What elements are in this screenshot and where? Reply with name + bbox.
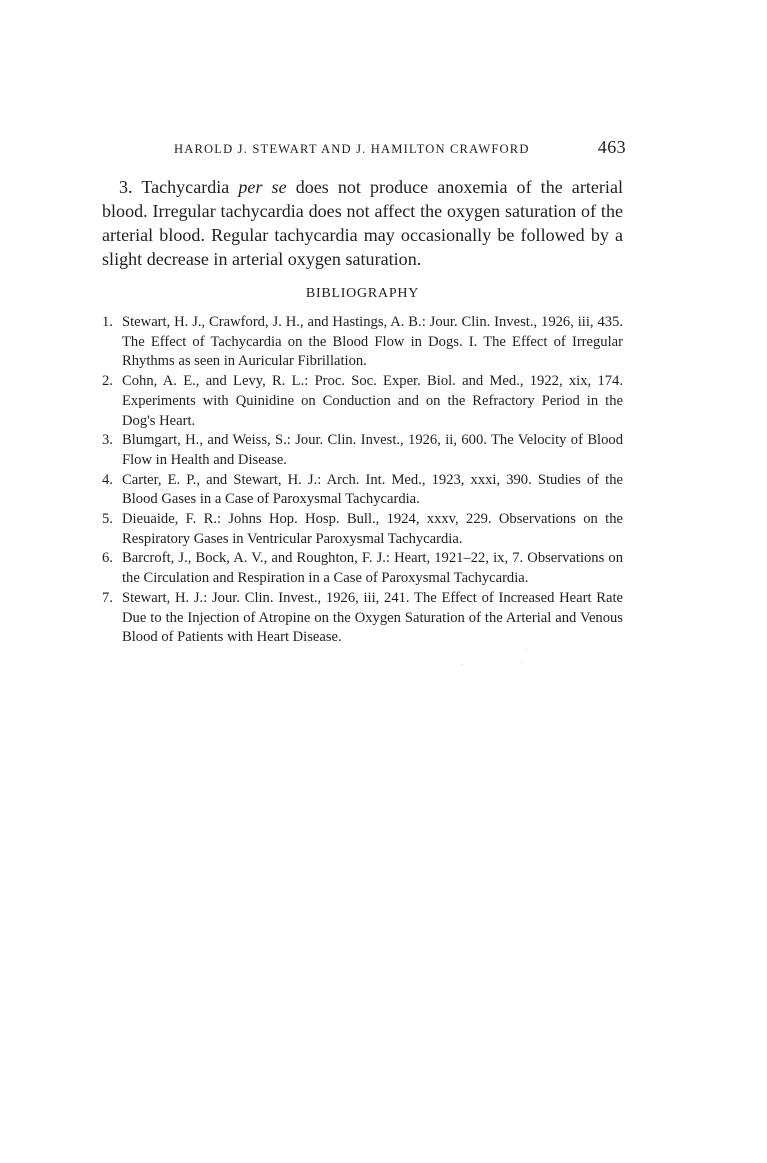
bibliography-entry-number: 2. [102,373,113,390]
running-header [102,137,626,161]
running-head-authors: HAROLD J. STEWART AND J. HAMILTON CRAWFORD [174,142,530,156]
bibliography-entry-number: 6. [102,550,113,567]
scan-speck [521,662,522,663]
scan-speck [461,664,462,665]
bibliography-entry [102,372,623,431]
bibliography-entry [102,589,623,648]
bibliography-entry-number: 4. [102,471,113,488]
conclusion-paragraph [102,176,623,272]
conclusion-lead: Tachycardia [141,177,230,197]
bibliography-entry-text: Stewart, H. J.: Jour. Clin. Invest., 1926, iii, 241. The Effect of Increased Heart Rate Due to the Injection of Atropine on the Oxygen Saturation of the Arterial and Venous Blood of Patients with Heart Disease. [122,589,623,646]
bibliography-entry-number: 5. [102,511,113,528]
page-number: 463 [597,137,626,157]
bibliography-entry-number: 1. [102,314,113,330]
bibliography-entry [102,313,623,372]
conclusion-emphasis: per se [238,177,287,197]
bibliography-entry [102,471,623,510]
bibliography-entry-text: Barcroft, J., Bock, A. V., and Roughton, F. J.: Heart, 1921–22, ix, 7. Observations on the Circulation and Respiration in a Case of Paroxysmal Tachycardia. [122,550,623,587]
bibliography-entry-text: Cohn, A. E., and Levy, R. L.: Proc. Soc. Exper. Biol. and Med., 1922, xix, 174. Experiments with Quinidine on Conduction and on the Refractory Period in the Dog's Heart. [122,373,623,429]
bibliography-entry-number: 3. [102,432,113,449]
bibliography-entry [102,510,623,549]
bibliography-entry [102,549,623,588]
bibliography-entry-text: Carter, E. P., and Stewart, H. J.: Arch. Int. Med., 1923, xxxi, 390. Studies of the Blood Gases in a Case of Paroxysmal Tachycardia. [122,471,623,508]
bibliography-entry-number: 7. [102,589,113,606]
bibliography-list [102,313,623,648]
bibliography-entry [102,431,623,470]
bibliography-heading: BIBLIOGRAPHY [305,286,420,301]
bibliography-entry-text: Dieuaide, F. R.: Johns Hop. Hosp. Bull., 1924, xxxv, 229. Observations on the Respiratory Gases in Ventricular Paroxysmal Tachycardia. [122,511,623,547]
conclusion-number: 3. [119,177,133,197]
bibliography-entry-text: Stewart, H. J., Crawford, J. H., and Hastings, A. B.: Jour. Clin. Invest., 1926, iii, 435. The Effect of Tachycardia on the Blood Flow in Dogs. I. The Effect of Irregular Rhythms as seen in Auricular Fibrillation. [122,314,623,370]
bibliography-entry-text: Blumgart, H., and Weiss, S.: Jour. Clin. Invest., 1926, ii, 600. The Velocity of Blood Flow in Health and Disease. [122,432,623,468]
conclusion-text: does not produce anoxemia of the arterial blood. Irregular tachycardia does not affect the oxygen saturation of the arterial blood. Regular tachycardia may occasionally be followed by a slight decrease in arterial oxygen saturation. [102,177,624,269]
scan-speck [526,650,527,651]
